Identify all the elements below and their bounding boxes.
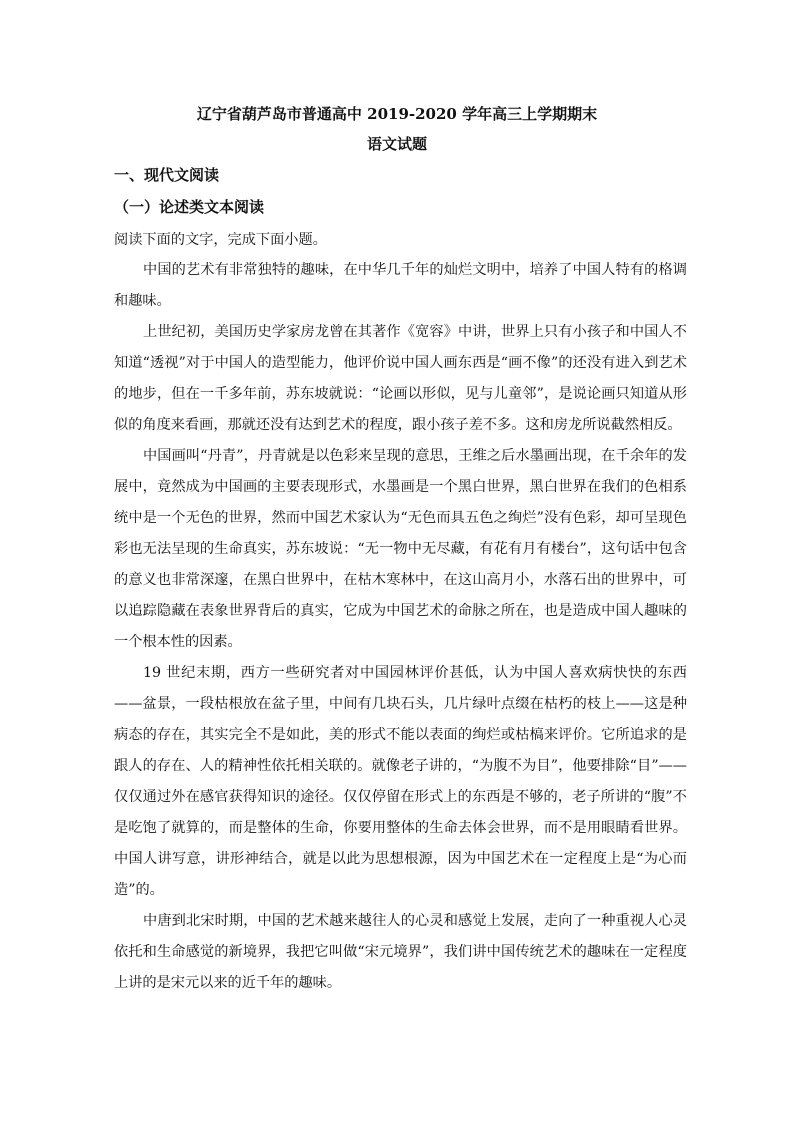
subsection-heading: （一）论述类文本阅读 <box>114 198 265 216</box>
paragraph: 中国的艺术有非常独特的趣味，在中华几千年的灿烂文明中，培养了中国人特有的格调和趣味。 <box>114 262 687 309</box>
reading-instruction: 阅读下面的文字，完成下面小题。 <box>114 232 327 248</box>
reading-passage <box>114 255 687 999</box>
paragraph: 19 世纪末期，西方一些研究者对中国园林评价甚低，认为中国人喜欢病快快的东西——盆景，一段枯根放在盆子里，中间有几块石头，几片绿叶点缀在枯朽的枝上——这是种病态的存在，其实完全不是如此，美的形式不能以表面的绚烂或枯槁来评价。它所追求的是跟人的存在、人的精神性依托相关联的。就像老子讲的，“为腹不为目”，他要排除“目”——仅仅通过外在感官获得知识的途径。仅仅停留在形式上的东西是不够的，老子所讲的“腹”不是吃饱了就算的，而是整体的生命，你要用整体的生命去体会世界，而不是用眼睛看世界。中国人讲写意，讲形神结合，就是以此为思想根源，因为中国艺术在一定程度上是“为心而造”的。 <box>114 665 687 898</box>
section-heading: 一、现代文阅读 <box>114 166 220 184</box>
paragraph: 上世纪初，美国历史学家房龙曾在其著作《宽容》中讲，世界上只有小孩子和中国人不知道“透视”对于中国人的造型能力，他评价说中国人画东西是“画不像”的还没有进入到艺术的地步，但在一千多年前，苏东坡就说：“论画以形似，见与儿童邻”，是说论画只知道从形似的角度来看画，那就还没有达到艺术的程度，跟小孩子差不多。这和房龙所说截然相反。 <box>114 324 687 433</box>
paragraph: 中国画叫“丹青”，丹青就是以色彩来呈现的意思，王维之后水墨画出现，在千余年的发展中，竟然成为中国画的主要表现形式，水墨画是一个黑白世界，黑白世界在我们的色相系统中是一个无色的世界，然而中国艺术家认为“无色而具五色之绚烂”没有色彩，却可呈现色彩也无法呈现的生命真实，苏东坡说：“无一物中无尽藏，有花有月有楼台”，这句话中包含的意义也非常深邃，在黑白世界中，在枯木寒林中，在这山高月小，水落石出的世界中，可以追踪隐藏在表象世界背后的真实，它成为中国艺术的命脉之所在，也是造成中国人趣味的一个根本性的因素。 <box>114 448 687 650</box>
document-subtitle: 语文试题 <box>366 135 427 153</box>
paragraph: 中唐到北宋时期，中国的艺术越来越往人的心灵和感觉上发展，走向了一种重视人心灵依托和生命感觉的新境界，我把它叫做“宋元境界”，我们讲中国传统艺术的趣味在一定程度上讲的是宋元以来的近千年的趣味。 <box>114 913 687 991</box>
document-title: 辽宁省葫芦岛市普通高中 2019-2020 学年高三上学期期末 <box>196 105 598 123</box>
